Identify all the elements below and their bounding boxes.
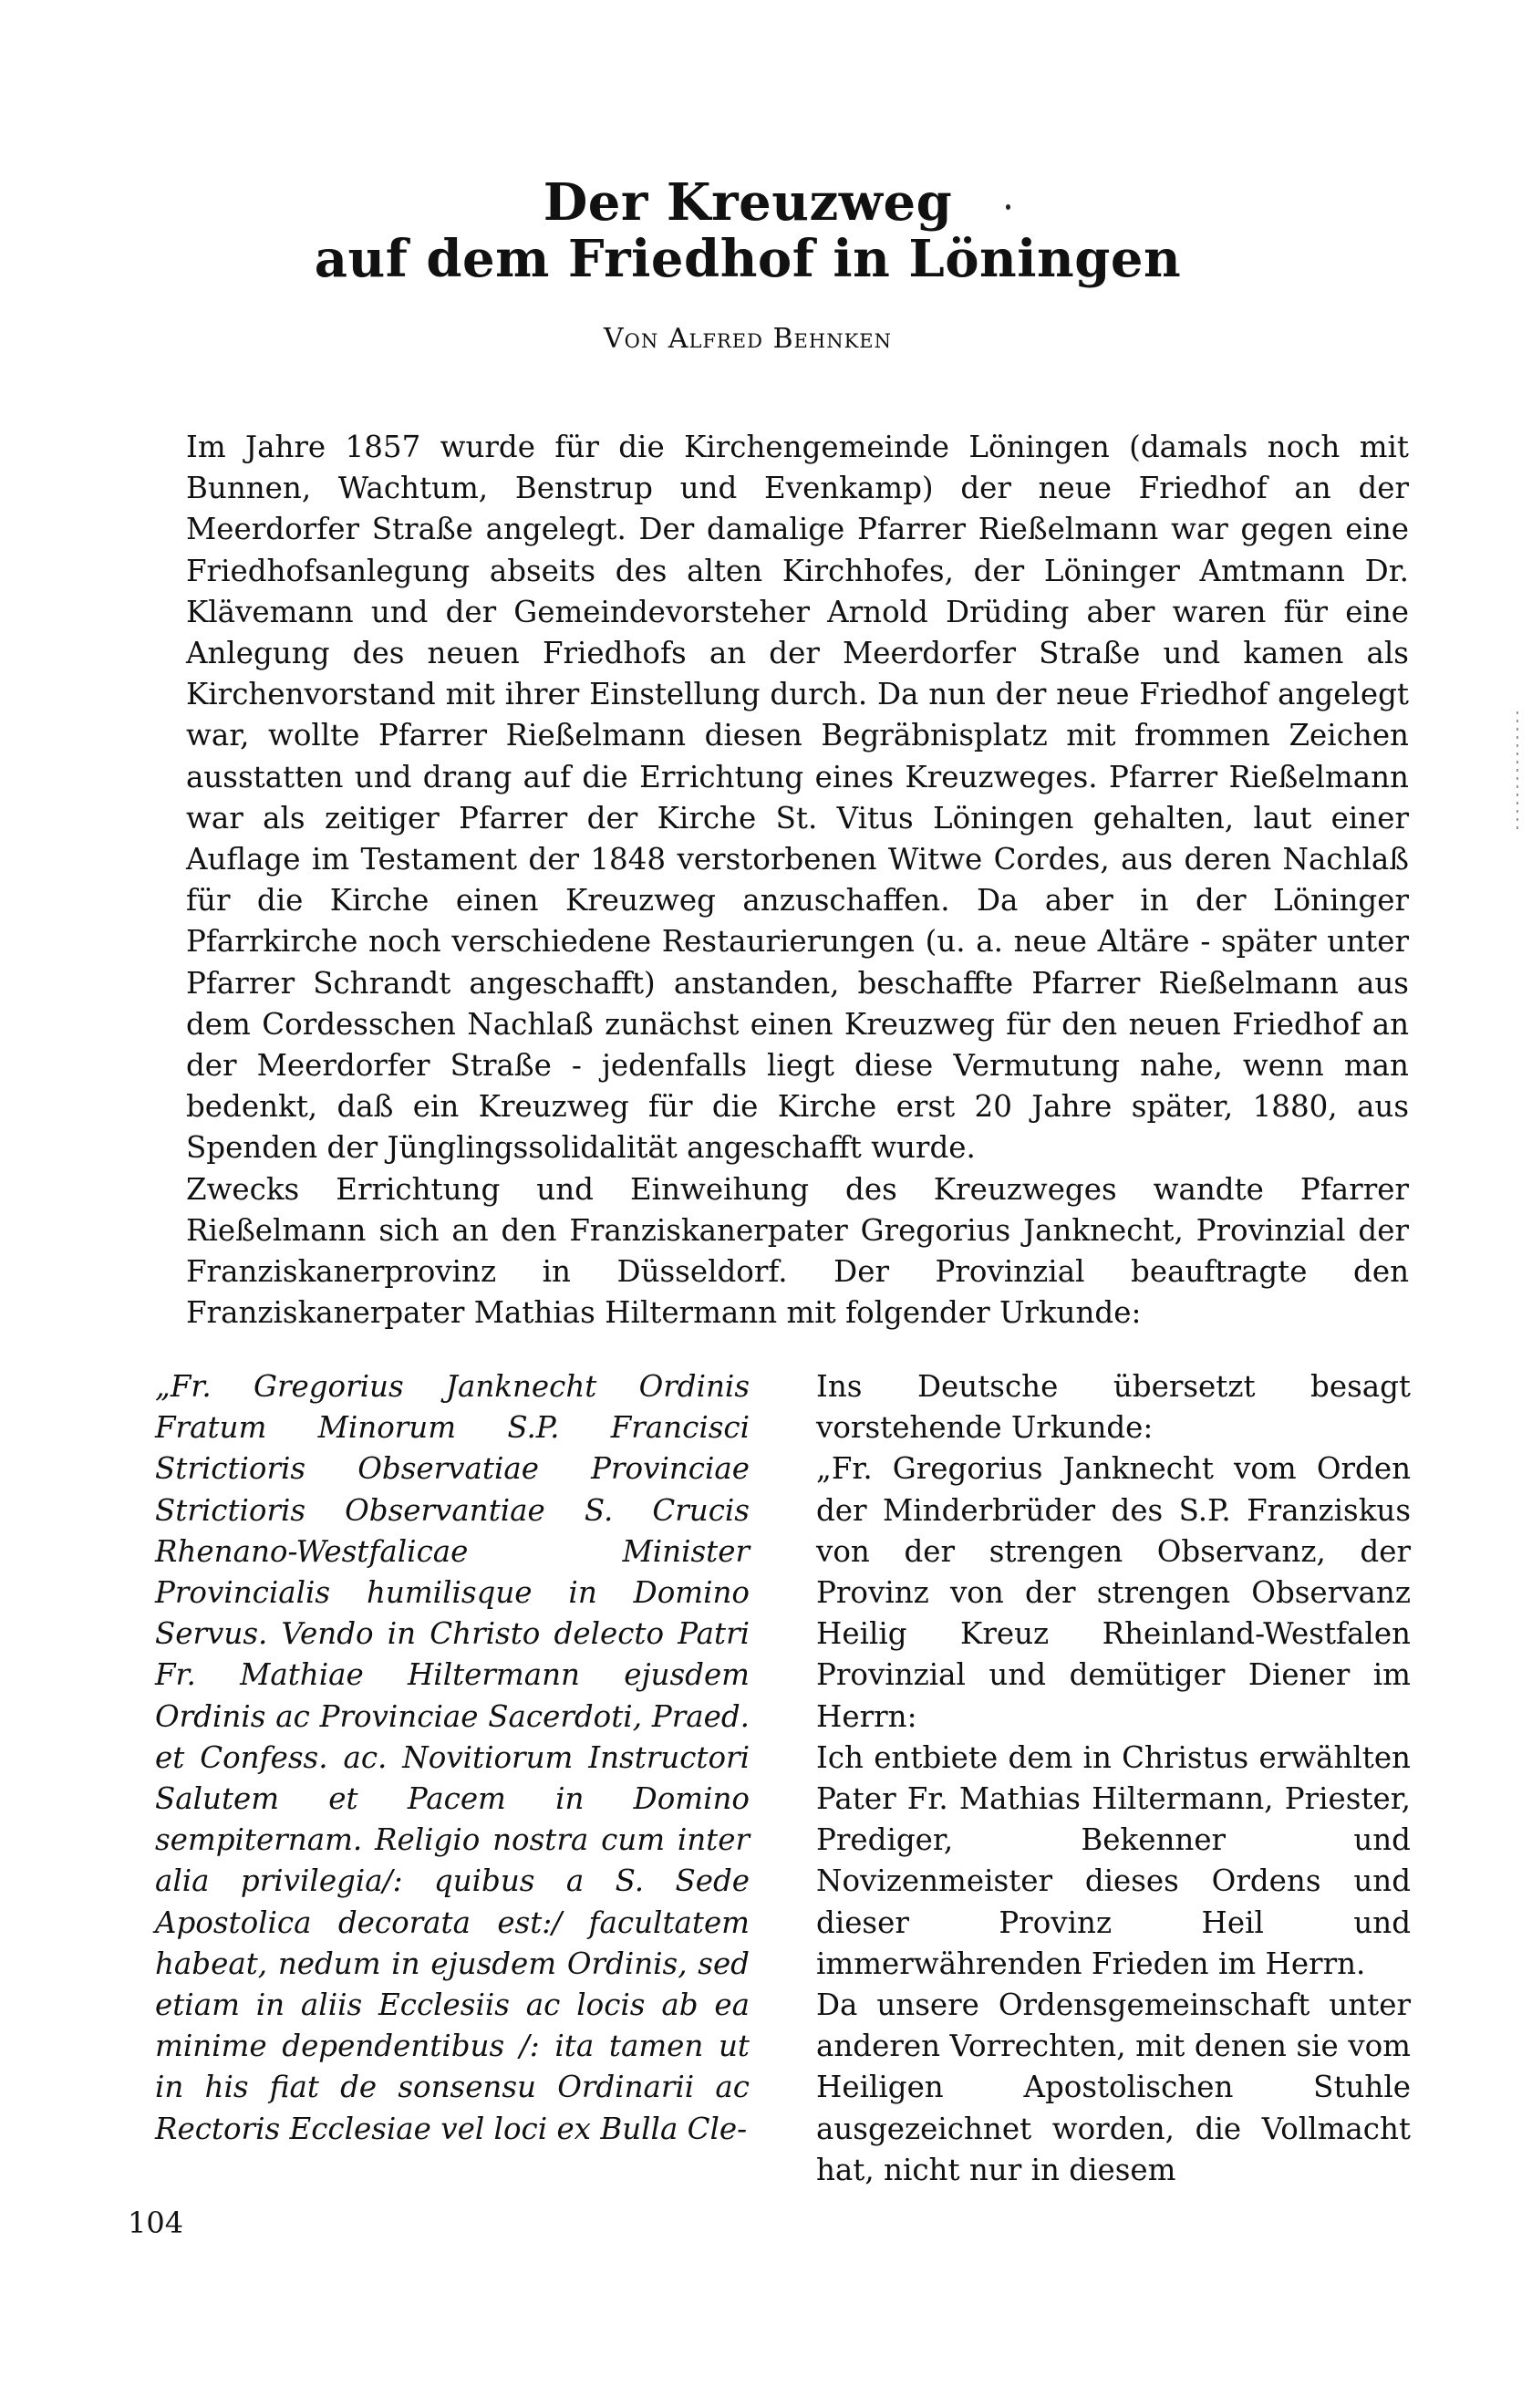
article-title-line-1: Der Kreuzweg bbox=[543, 172, 953, 233]
page-number: 104 bbox=[128, 2206, 184, 2240]
article-title-line-2: auf dem Friedhof in Löningen bbox=[314, 229, 1182, 289]
translation-intro: Ins Deutsche übersetzt besagt vorstehende Urkunde: bbox=[816, 1369, 1411, 1446]
author-byline: Von Alfred Behnken bbox=[604, 323, 892, 355]
scan-speck bbox=[1006, 204, 1010, 210]
translation-greeting: Ich entbiete dem in Christus erwählten Pater Fr. Mathias Hiltermann, Priester, Prediger, Bekenner und Novizenmeister dieses Ordens und dieser Provinz Heil und immerwährenden Frieden im Herrn. bbox=[816, 1739, 1411, 1981]
translation-continuation: Da unsere Ordensgemeinschaft unter anderen Vorrechten, mit denen sie vom Heiligen Apostolischen Stuhle ausgezeichnet worden, die Vollmacht hat, nicht nur in diesem bbox=[816, 1988, 1411, 2187]
article-body bbox=[186, 427, 1409, 1334]
body-paragraph-1: Im Jahre 1857 wurde für die Kirchengemeinde Löningen (damals noch mit Bunnen, Wachtum, Benstrup und Evenkamp) der neue Friedhof an der Meerdorfer Straße angelegt. Der damalige Pfarrer Rießelmann war gegen eine Friedhofsanlegung abseits des alten Kirchhofes, der Löninger Amtmann Dr. Klävemann und der Gemeindevorsteher Arnold Drüding aber waren für eine Anlegung des neuen Friedhofs an der Meerdorfer Straße und kamen als Kirchenvorstand mit ihrer Einstellung durch. Da nun der neue Friedhof angelegt war, wollte Pfarrer Rießelmann diesen Begräbnisplatz mit frommen Zeichen ausstatten und drang auf die Errichtung eines Kreuzweges. Pfarrer Rießelmann war als zeitiger Pfarrer der Kirche St. Vitus Löningen gehalten, laut einer Auflage im Testament der 1848 verstorbenen Witwe Cordes, aus deren Nachlaß für die Kirche einen Kreuzweg anzuschaffen. Da aber in der Löninger Pfarrkirche noch verschiedene Restaurierungen (u. a. neue Altäre - später unter Pfarrer Schrandt angeschafft) anstanden, beschaffte Pfarrer Rießelmann aus dem Cordesschen Nachlaß zunächst einen Kreuzweg für den neuen Friedhof an der Meerdorfer Straße - jedenfalls liegt diese Vermutung nahe, wenn man bedenkt, daß ein Kreuzweg für die Kirche erst 20 Jahre später, 1880, aus Spenden der Jünglingssolidalität angeschafft wurde. bbox=[186, 430, 1409, 1166]
scan-margin-mark bbox=[1516, 711, 1518, 830]
body-paragraph-2: Zwecks Errichtung und Einweihung des Kreuzweges wandte Pfarrer Rießelmann sich an den Franziskanerpater Gregorius Janknecht, Provinzial der Franziskanerprovinz in Düsseldorf. Der Provinzial beauftragte den Franziskanerpater Mathias Hiltermann mit folgender Urkunde: bbox=[186, 1171, 1409, 1331]
german-translation-column bbox=[816, 1366, 1411, 2191]
latin-document-text: „Fr. Gregorius Janknecht Ordinis Fratum Minorum S.P. Francisci Strictioris Observatiae Provinciae Strictioris Observantiae S. Crucis Rhenano-Westfalicae Minister Provincialis humilisque in Domino Servus. Vendo in Christo delecto Patri Fr. Mathiae Hiltermann ejusdem Ordinis ac Provinciae Sacerdoti, Praed. et Confess. ac. Novitiorum Instructori Salutem et Pacem in Domino sempiternam. Religio nostra cum inter alia privilegia/: quibus a S. Sede Apostolica decorata est:/ facultatem habeat, nedum in ejusdem Ordinis, sed etiam in aliis Ecclesiis ac locis ab ea minime dependentibus /: ita tamen ut in his fiat de sonsensu Ordinarii ac Rectoris Ecclesiae vel loci ex Bulla Cle- bbox=[155, 1369, 750, 2146]
translation-quote: „Fr. Gregorius Janknecht vom Orden der Minderbrüder des S.P. Franziskus von der strengen Observanz, der Provinz von der strengen Observanz Heilig Kreuz Rheinland-Westfalen Provinzial und demütiger Diener im Herrn: bbox=[816, 1451, 1411, 1734]
latin-document-column bbox=[155, 1366, 750, 2150]
